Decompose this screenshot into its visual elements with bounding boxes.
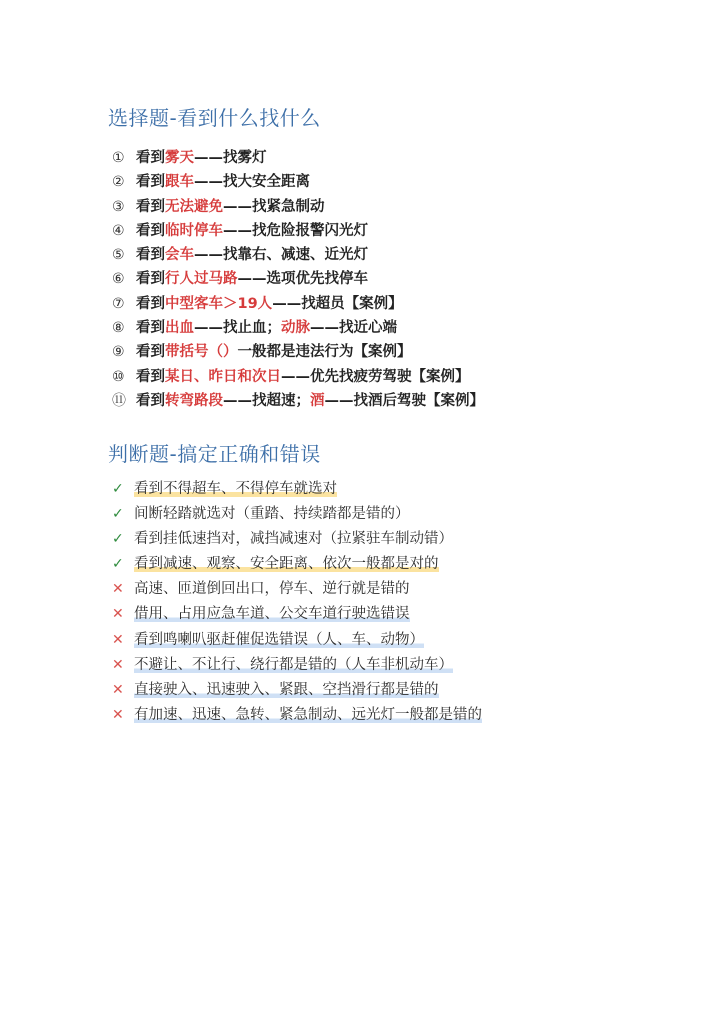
tip-keyword: 行人过马路: [165, 271, 238, 288]
tip-answer: ——找靠右、减速、近光灯: [194, 247, 368, 264]
list-number: ⑤: [112, 247, 125, 264]
judge-tip-text: 直接驶入、迅速驶入、紧跟、空挡滑行都是错的: [134, 681, 439, 698]
tip-answer: ——找止血；: [194, 320, 281, 337]
tip-prefix: 看到: [136, 271, 165, 288]
check-icon: ✓: [112, 556, 124, 573]
choice-tip-item: [112, 365, 484, 389]
list-number: ②: [112, 174, 125, 191]
choice-tip-item: [112, 195, 484, 219]
judge-tip-text: 间断轻踏就选对（重踏、持续踏都是错的）: [134, 506, 410, 523]
cross-icon: ✕: [112, 631, 124, 648]
check-icon: ✓: [112, 531, 124, 548]
tip-answer: ——找雾灯: [194, 150, 267, 166]
judge-tip-text: 看到挂低速挡对，减挡减速对（拉紧驻车制动错）: [134, 531, 453, 548]
judge-tip-text: 看到不得超车、不得停车就选对: [134, 481, 337, 497]
list-number: ⑦: [112, 295, 125, 312]
tip-prefix: 看到: [136, 198, 165, 215]
judge-tip-text: 有加速、迅速、急转、紧急制动、远光灯一般都是错的: [134, 706, 482, 723]
tip-keyword-2: 酒: [310, 392, 325, 409]
judge-tip-text: 看到鸣喇叭驱赶催促选错误（人、车、动物）: [134, 631, 424, 648]
choice-tip-item: [112, 146, 484, 170]
judge-tip-item: [112, 678, 482, 703]
tip-answer: ——找危险报警闪光灯: [223, 222, 368, 239]
list-number: ⑧: [112, 320, 125, 337]
tip-keyword: 转弯路段: [165, 392, 223, 409]
judge-tip-item: [112, 502, 482, 527]
tip-keyword: 带括号（）: [165, 344, 238, 361]
cross-icon: ✕: [112, 581, 124, 598]
tip-answer: ——找紧急制动: [223, 198, 325, 215]
judge-tip-text: 高速、匝道倒回出口，停车、逆行就是错的: [134, 581, 410, 598]
choice-tip-item: [112, 316, 484, 340]
tip-prefix: 看到: [136, 320, 165, 337]
tip-keyword: 出血: [165, 320, 194, 337]
judge-tips-list: [112, 477, 482, 728]
list-number: ③: [112, 198, 125, 215]
check-icon: ✓: [112, 506, 124, 523]
choice-tip-item: [112, 292, 484, 316]
choice-tip-item: [112, 170, 484, 194]
tip-answer-2: ——找近心端: [310, 320, 397, 337]
choice-tip-item: [112, 219, 484, 243]
tip-prefix: 看到: [136, 295, 165, 312]
cross-icon: ✕: [112, 681, 124, 698]
section-title-judge: 判断题-搞定正确和错误: [108, 442, 321, 466]
tip-answer: ——优先找疲劳驾驶【案例】: [281, 368, 470, 385]
tip-keyword-2: 动脉: [281, 320, 310, 337]
judge-tip-item: [112, 527, 482, 552]
tip-prefix: 看到: [136, 344, 165, 361]
list-number: ⑩: [112, 368, 125, 385]
cross-icon: ✕: [112, 706, 124, 723]
tip-prefix: 看到: [136, 150, 165, 166]
tip-prefix: 看到: [136, 222, 165, 239]
choice-tips-list: [112, 146, 484, 413]
list-number: ①: [112, 150, 125, 166]
cross-icon: ✕: [112, 656, 124, 673]
judge-tip-item: [112, 653, 482, 678]
tip-prefix: 看到: [136, 392, 165, 409]
tip-keyword: 无法避免: [165, 198, 223, 215]
choice-tip-item: [112, 389, 484, 413]
judge-tip-item: [112, 703, 482, 728]
tip-prefix: 看到: [136, 247, 165, 264]
tip-keyword: 某日、昨日和次日: [165, 368, 281, 385]
choice-tip-item: [112, 340, 484, 364]
tip-keyword: 中型客车＞19人: [165, 295, 273, 312]
tip-keyword: 临时停车: [165, 222, 223, 239]
cross-icon: ✕: [112, 606, 124, 623]
tip-keyword: 跟车: [165, 174, 194, 191]
tip-prefix: 看到: [136, 368, 165, 385]
judge-tip-text: 借用、占用应急车道、公交车道行驶选错误: [134, 606, 410, 623]
list-number: ④: [112, 222, 125, 239]
judge-tip-item: [112, 628, 482, 653]
judge-tip-item: [112, 577, 482, 602]
tip-answer: ——找超速；: [223, 392, 310, 409]
judge-tip-text: 看到减速、观察、安全距离、依次一般都是对的: [134, 556, 439, 573]
judge-tip-text: 不避让、不让行、绕行都是错的（人车非机动车）: [134, 656, 453, 673]
section-title-choice: 选择题-看到什么找什么: [108, 106, 321, 130]
list-number: ⑨: [112, 344, 125, 361]
judge-tip-item: [112, 602, 482, 627]
tip-keyword: 会车: [165, 247, 194, 264]
tip-answer: ——选项优先找停车: [237, 271, 368, 288]
judge-tip-item: [112, 552, 482, 577]
tip-prefix: 看到: [136, 174, 165, 191]
tip-answer: 一般都是违法行为【案例】: [237, 344, 412, 361]
tip-answer: ——找超员【案例】: [272, 295, 403, 312]
tip-answer-2: ——找酒后驾驶【案例】: [324, 392, 484, 409]
tip-answer: ——找大安全距离: [194, 174, 310, 191]
list-number: ⑪: [112, 392, 126, 409]
tip-keyword: 雾天: [165, 150, 194, 166]
judge-tip-item: [112, 477, 482, 502]
check-icon: ✓: [112, 481, 124, 497]
list-number: ⑥: [112, 271, 125, 288]
choice-tip-item: [112, 267, 484, 291]
choice-tip-item: [112, 243, 484, 267]
